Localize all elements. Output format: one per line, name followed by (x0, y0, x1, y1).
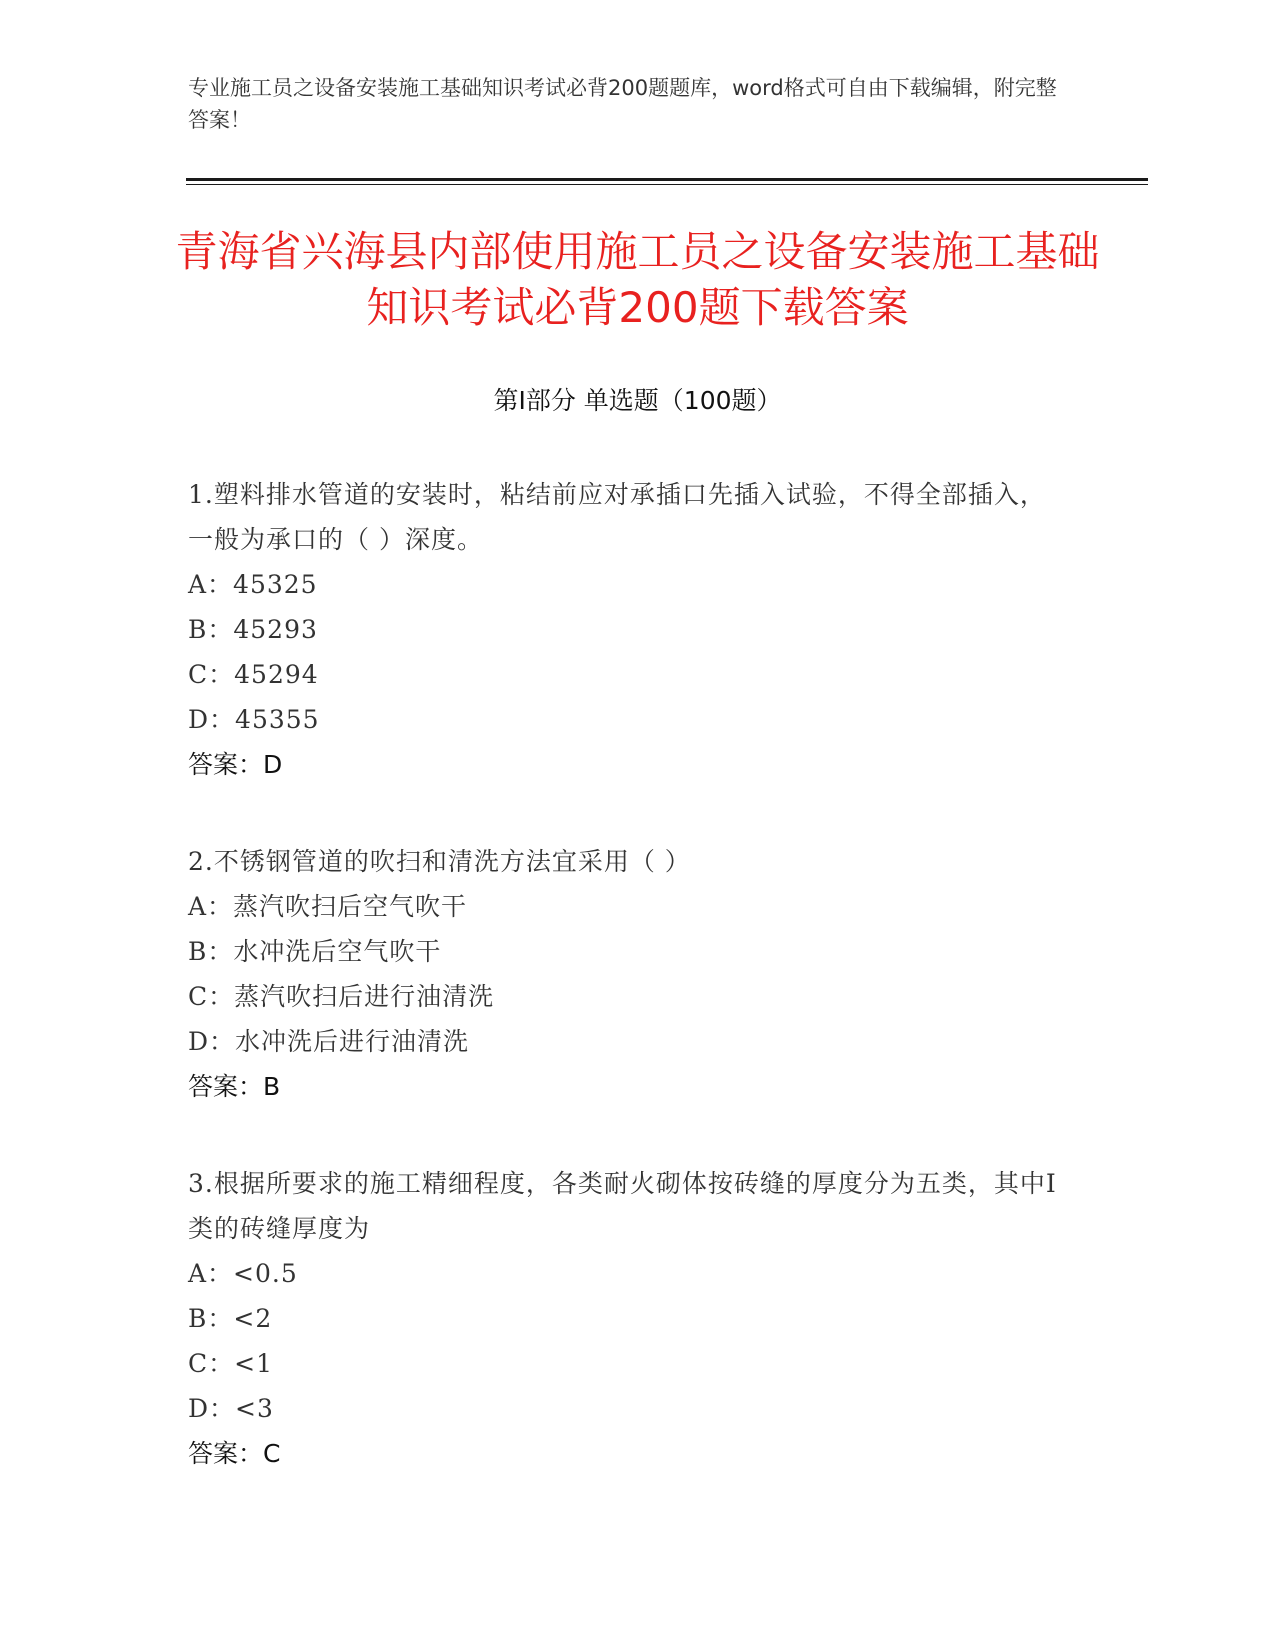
option-b: B：45293 (188, 615, 318, 644)
question-2 (188, 839, 1068, 1109)
question-3 (188, 1161, 1068, 1476)
option-b: B：水冲洗后空气吹干 (188, 937, 442, 966)
section-heading: 第Ⅰ部分 单选题（100题） (493, 386, 782, 415)
question-list (188, 472, 1068, 1528)
question-stem: 2.不锈钢管道的吹扫和清洗方法宜采用（ ） (188, 847, 691, 876)
option-c: C：<1 (188, 1349, 273, 1378)
question-stem: 1.塑料排水管道的安装时，粘结前应对承插口先插入试验，不得全部插入，一般为承口的（ ）深度。 (188, 480, 1046, 554)
option-a: A：蒸汽吹扫后空气吹干 (188, 892, 468, 921)
option-b: B：<2 (188, 1304, 273, 1333)
document-title: 青海省兴海县内部使用施工员之设备安装施工基础知识考试必背200题下载答案 (175, 227, 1100, 332)
header-note: 专业施工员之设备安装施工基础知识考试必背200题题库，word格式可自由下载编辑，附完整答案！ (188, 76, 1057, 132)
option-d: D：水冲洗后进行油清洗 (188, 1027, 470, 1056)
question-stem: 3.根据所要求的施工精细程度，各类耐火砌体按砖缝的厚度分为五类，其中Ⅰ类的砖缝厚度为 (188, 1169, 1057, 1243)
header-rule-thin (186, 184, 1148, 185)
option-c: C：蒸汽吹扫后进行油清洗 (188, 982, 495, 1011)
answer-line: 答案：D (188, 750, 283, 779)
answer-line: 答案：B (188, 1072, 281, 1101)
answer-line: 答案：C (188, 1439, 281, 1468)
option-c: C：45294 (188, 660, 319, 689)
header-rule-thick (186, 178, 1148, 181)
option-a: A：45325 (188, 570, 318, 599)
option-a: A：<0.5 (188, 1259, 298, 1288)
question-1 (188, 472, 1068, 787)
option-d: D：45355 (188, 705, 320, 734)
option-d: D：<3 (188, 1394, 274, 1423)
